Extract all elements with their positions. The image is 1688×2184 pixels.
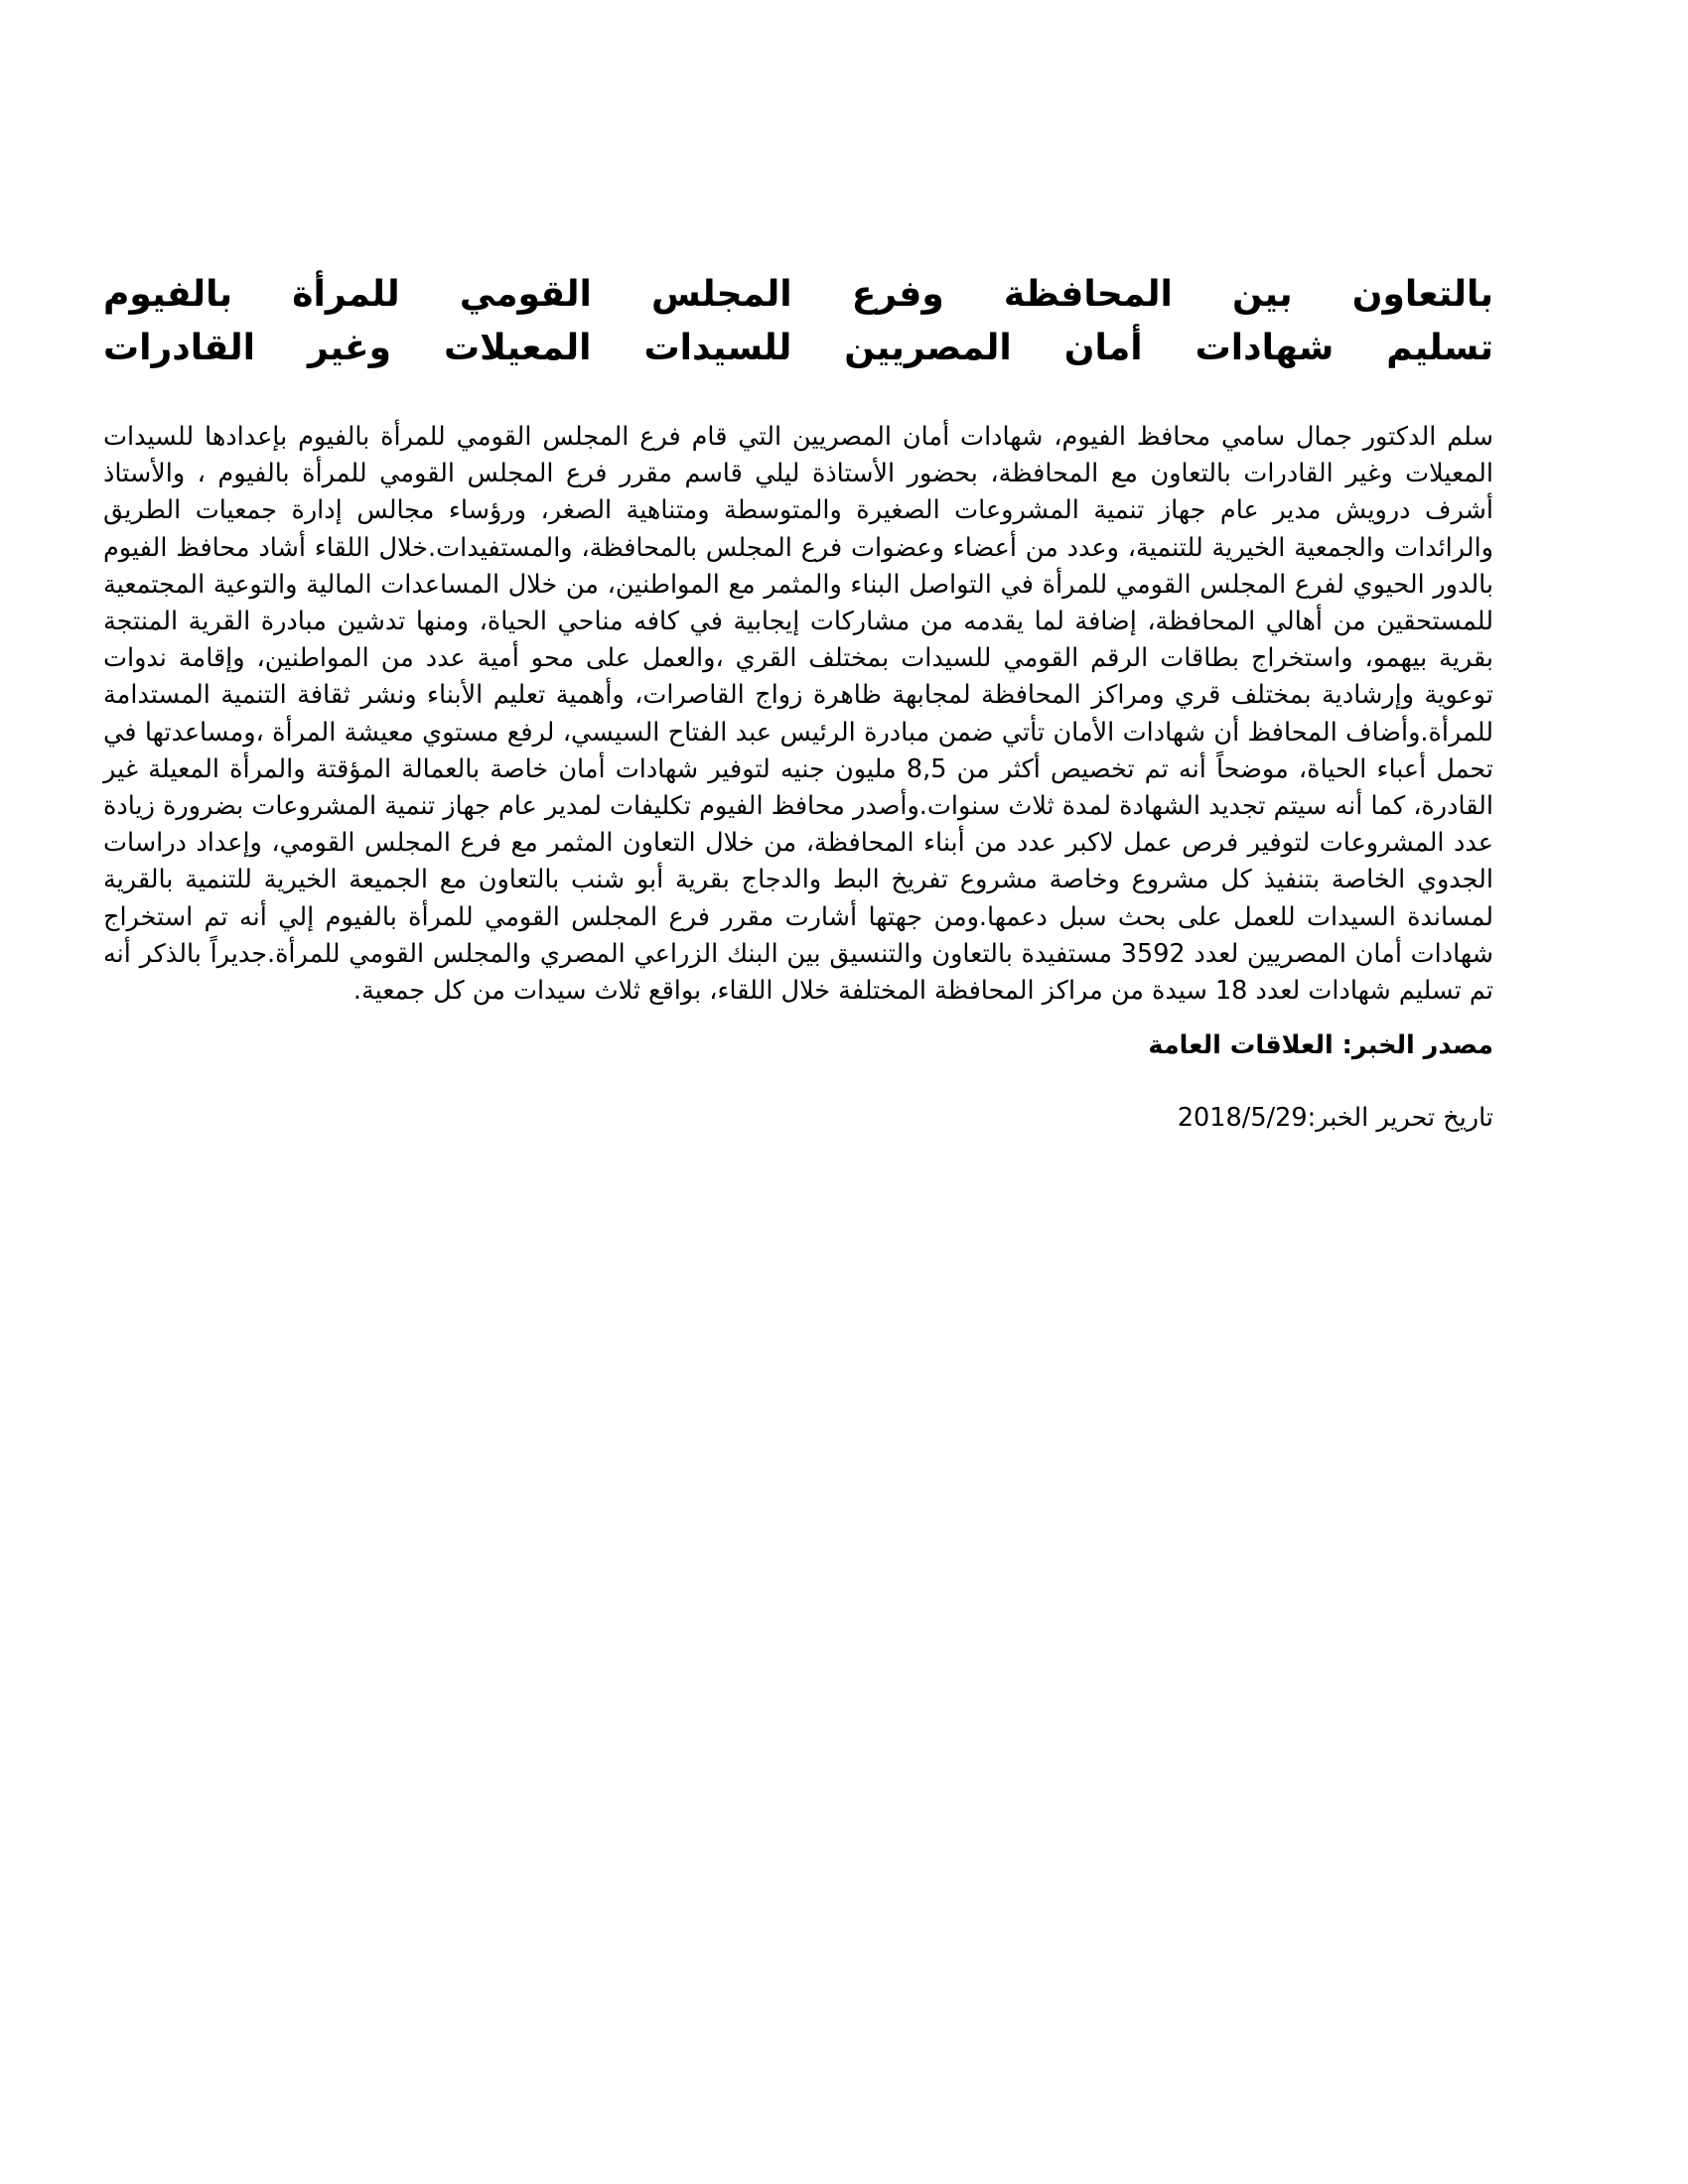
article-body: سلم الدكتور جمال سامي محافظ الفيوم، شهادات أمان المصريين التي قام فرع المجلس القومي للمرأة بالفيوم بإعدادها للسيدات المعيلات وغير القادرات بالتعاون مع المحافظة، بحضور الأستاذة ليلي قاسم مقرر فرع المجلس القومي للمرأة بالفيوم ، والأستاذ أشرف درويش مدير عام جهاز تنمية المشروعات الصغيرة والمتوسطة ومتناهية الصغر، ورؤساء مجالس إدارة جمعيات الطريق والرائدات والجمعية الخيرية للتنمية، وعدد من أعضاء وعضوات فرع المجلس بالمحافظة، والمستفيدات.خلال اللقاء أشاد محافظ الفيوم بالدور الحيوي لفرع المجلس القومي للمرأة في التواصل البناء والمثمر مع المواطنين، من خلال المساعدات المالية والتوعية المجتمعية للمستحقين من أهالي المحافظة، إضافة لما يقدمه من مشاركات إيجابية في كافه مناحي الحياة، ومنها تدشين مبادرة القرية المنتجة بقرية بيهمو، واستخراج بطاقات الرقم القومي للسيدات بمختلف القري ،والعمل على محو أمية عدد من المواطنين، وإقامة ندوات توعوية وإرشادية بمختلف قري ومراكز المحافظة لمجابهة ظاهرة زواج القاصرات، وأهمية تعليم الأبناء ونشر ثقافة التنمية المستدامة للمرأة.وأضاف المحافظ أن شهادات الأمان تأتي ضمن مبادرة الرئيس عبد الفتاح السيسي، لرفع مستوي معيشة المرأة ،ومساعدتها في تحمل أعباء الحياة، موضحاً أنه تم تخصيص أكثر من 8,5 مليون جنيه لتوفير شهادات أمان خاصة بالعمالة المؤقتة والمرأة المعيلة غير القادرة، كما أنه سيتم تجديد الشهادة لمدة ثلاث سنوات.وأصدر محافظ الفيوم تكليفات لمدير عام جهاز تنمية المشروعات بضرورة زيادة عدد المشروعات لتوفير فرص عمل لاكبر عدد من أبناء المحافظة، من خلال التعاون المثمر مع فرع المجلس القومي، وإعداد دراسات الجدوي الخاصة بتنفيذ كل مشروع وخاصة مشروع تفريخ البط والدجاج بقرية أبو شنب بالتعاون مع الجميعة الخيرية للتنمية بالقرية لمساندة السيدات للعمل على بحث سبل دعمها.ومن جهتها أشارت مقرر فرع المجلس القومي للمرأة بالفيوم إلي أنه تم استخراج شهادات أمان المصريين لعدد 3592 مستفيدة بالتعاون والتنسيق بين البنك الزراعي المصري والمجلس القومي للمرأة.جديراً بالذكر أنه تم تسليم شهادات لعدد 18 سيدة من مراكز المحافظة المختلفة خلال اللقاء، بواقع ثلاث سيدات من كل جمعية. <box>103 422 1493 1007</box>
news-date: تاريخ تحرير الخبر:2018/5/29 <box>1177 1103 1493 1134</box>
title-line-1: بالتعاون بين المحافظة وفرع المجلس القومي للمرأة بالفيوم <box>103 274 1493 315</box>
article-title <box>103 268 1493 375</box>
title-line-2: تسليم شهادات أمان المصريين للسيدات المعيلات وغير القادرات <box>103 328 1493 368</box>
document-page <box>103 268 1493 1137</box>
news-source: مصدر الخبر: العلاقات العامة <box>1148 1030 1493 1061</box>
